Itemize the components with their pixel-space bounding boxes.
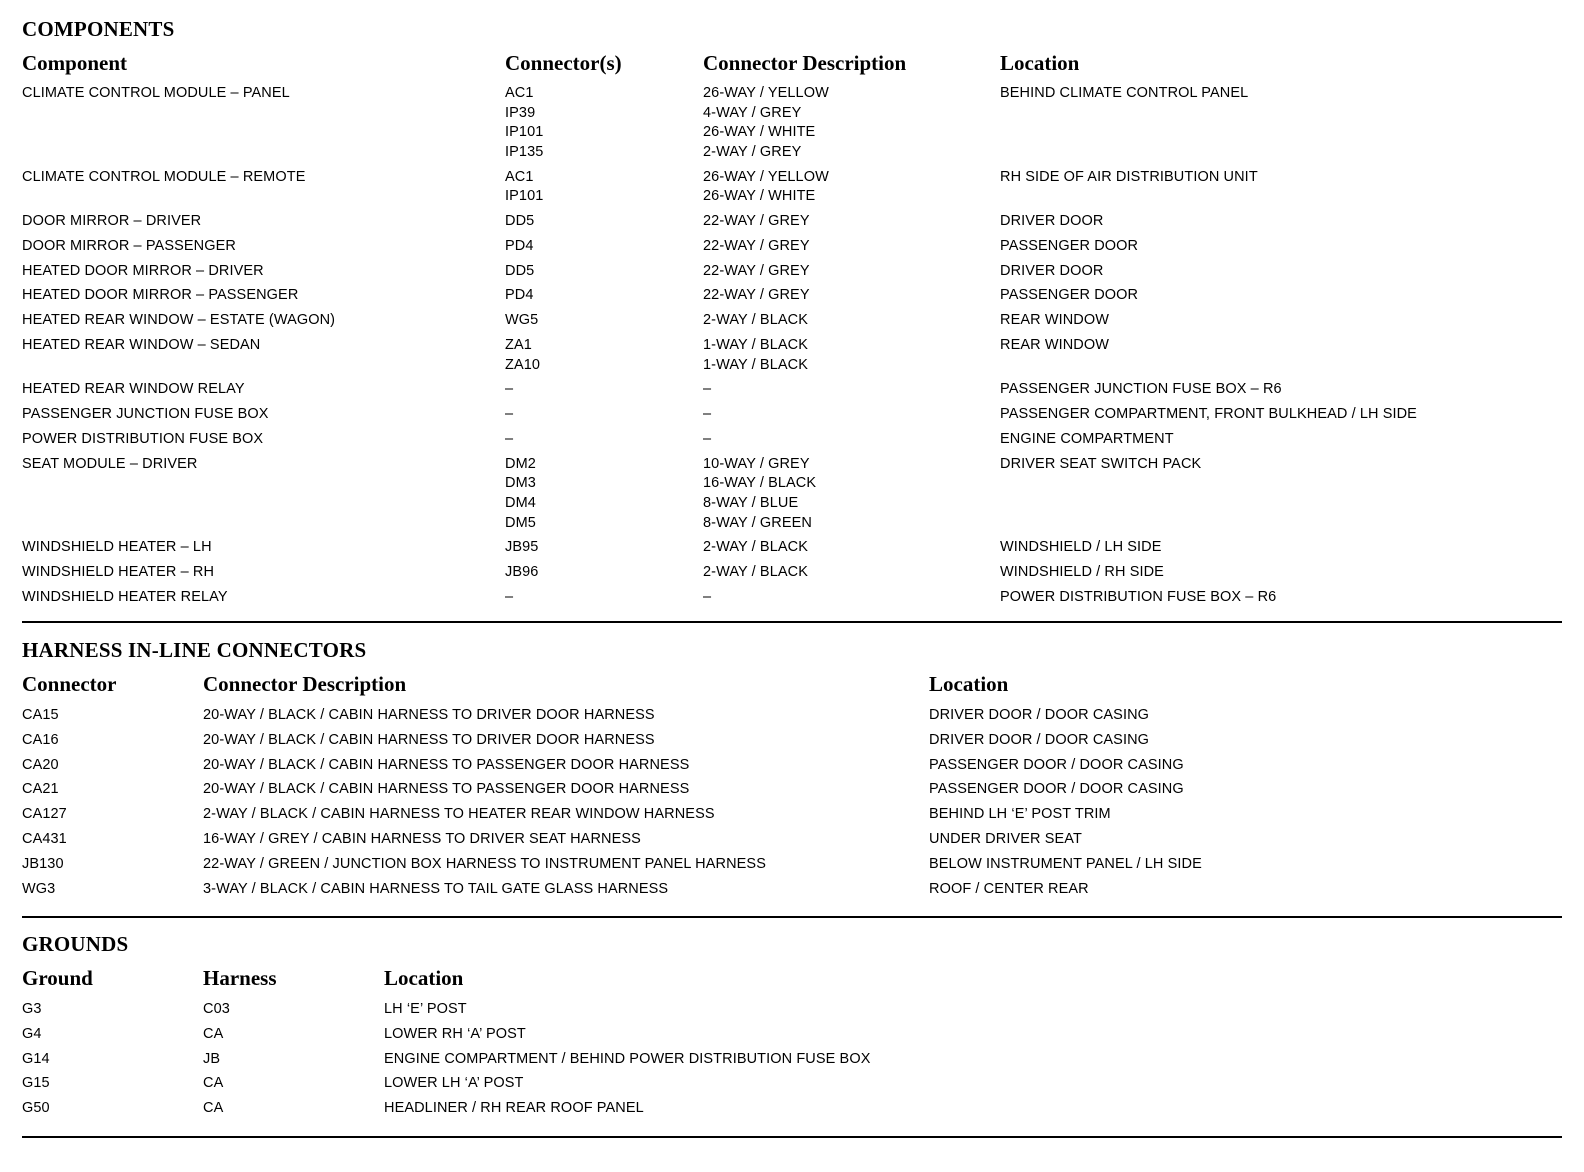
- connector-ids-line: PD4: [505, 287, 534, 304]
- harness-connector-id-line: JB130: [22, 855, 64, 872]
- harness-connector-description-line: 22-WAY / GREEN / JUNCTION BOX HARNESS TO INSTRUMENT PANEL HARNESS: [203, 855, 766, 872]
- component-name-line: WINDSHIELD HEATER – LH: [22, 539, 212, 556]
- connector-descriptions: [703, 262, 810, 282]
- component-name: [22, 405, 269, 425]
- connector-ids: [505, 405, 513, 425]
- ground-harness-line: CA: [203, 1025, 224, 1042]
- component-name-line: WINDSHIELD HEATER – RH: [22, 564, 215, 581]
- harness-location: [929, 855, 1202, 875]
- connector-descriptions-line: 10-WAY / GREY: [703, 455, 810, 472]
- connector-ids: [505, 84, 543, 162]
- ground-location: [384, 1000, 467, 1020]
- connector-ids: [505, 538, 538, 558]
- connector-descriptions-line: 26-WAY / WHITE: [703, 124, 816, 141]
- component-location-line: RH SIDE OF AIR DISTRIBUTION UNIT: [1000, 168, 1258, 185]
- harness-location-line: DRIVER DOOR / DOOR CASING: [929, 731, 1150, 748]
- ground-id: [22, 1025, 42, 1045]
- connector-descriptions-line: 26-WAY / WHITE: [703, 188, 816, 205]
- connector-ids-line: PD4: [505, 237, 534, 254]
- harness-location-line: BEHIND LH ‘E’ POST TRIM: [929, 806, 1111, 823]
- component-location-line: REAR WINDOW: [1000, 312, 1110, 329]
- harness-connector-description: [203, 880, 668, 900]
- harness-connector-id-line: CA127: [22, 806, 67, 823]
- connector-descriptions: [703, 405, 711, 425]
- ground-location-line: LOWER LH ‘A’ POST: [384, 1075, 524, 1092]
- ground-id: [22, 1050, 50, 1070]
- connector-ids: [505, 168, 543, 207]
- harness-connector-description: [203, 855, 766, 875]
- ground-location-line: ENGINE COMPARTMENT / BEHIND POWER DISTRIBUTION FUSE BOX: [384, 1050, 871, 1067]
- ground-id-line: G3: [22, 1001, 42, 1017]
- connector-ids: [505, 212, 534, 232]
- connector-descriptions: [703, 336, 808, 375]
- component-name-line: HEATED REAR WINDOW RELAY: [22, 381, 245, 398]
- connector-ids-line: –: [505, 431, 514, 447]
- connector-descriptions-line: –: [703, 431, 712, 447]
- connector-ids-line: DM5: [505, 514, 536, 531]
- harness-header-connector-description: Connector Description: [203, 672, 407, 696]
- connector-ids: [505, 262, 534, 282]
- component-name: [22, 262, 264, 282]
- component-location: [1000, 168, 1258, 188]
- connector-ids: [505, 286, 534, 306]
- component-name-line: DOOR MIRROR – PASSENGER: [22, 237, 236, 254]
- ground-harness: [203, 1050, 220, 1070]
- component-name-line: HEATED REAR WINDOW – ESTATE (WAGON): [22, 312, 336, 329]
- connector-descriptions: [703, 84, 829, 162]
- harness-location-line: DRIVER DOOR / DOOR CASING: [929, 707, 1150, 723]
- component-location: [1000, 286, 1138, 306]
- connector-descriptions-line: 22-WAY / GREY: [703, 237, 810, 254]
- harness-location: [929, 780, 1184, 800]
- ground-harness-line: CA: [203, 1075, 224, 1092]
- ground-harness-line: C03: [203, 1001, 230, 1017]
- component-location: [1000, 563, 1164, 583]
- connector-ids-line: DM2: [505, 455, 536, 472]
- harness-connector-id: [22, 731, 59, 751]
- component-name-line: HEATED DOOR MIRROR – DRIVER: [22, 262, 264, 279]
- connector-descriptions: [703, 212, 810, 232]
- harness-connector-description-line: 20-WAY / BLACK / CABIN HARNESS TO PASSENGER DOOR HARNESS: [203, 781, 690, 798]
- connector-descriptions: [703, 588, 711, 608]
- connector-descriptions-line: –: [703, 406, 712, 423]
- component-location: [1000, 380, 1282, 400]
- harness-connector-id-line: CA16: [22, 731, 59, 748]
- ground-location-line: HEADLINER / RH REAR ROOF PANEL: [384, 1100, 644, 1117]
- harness-section-title: HARNESS IN-LINE CONNECTORS: [22, 638, 367, 662]
- connector-ids: [505, 455, 536, 533]
- connector-ids-line: ZA1: [505, 337, 532, 353]
- connector-descriptions-line: 8-WAY / GREEN: [703, 514, 812, 531]
- connector-descriptions: [703, 168, 829, 207]
- harness-location: [929, 830, 1082, 850]
- harness-connector-id: [22, 706, 59, 726]
- ground-location: [384, 1050, 870, 1070]
- component-location: [1000, 538, 1162, 558]
- harness-connector-id-line: CA431: [22, 831, 67, 847]
- ground-harness: [203, 1099, 223, 1119]
- component-name: [22, 168, 305, 188]
- component-name: [22, 455, 198, 475]
- component-location-line: DRIVER DOOR: [1000, 262, 1104, 279]
- component-name: [22, 212, 201, 232]
- connector-descriptions: [703, 380, 711, 400]
- connector-ids-line: –: [505, 406, 514, 423]
- component-name: [22, 311, 335, 331]
- connector-ids-line: DD5: [505, 213, 535, 229]
- harness-connector-id: [22, 880, 55, 900]
- component-location-line: DRIVER DOOR: [1000, 213, 1104, 229]
- ground-location: [384, 1074, 523, 1094]
- connector-descriptions: [703, 538, 808, 558]
- connector-ids-line: DM3: [505, 475, 536, 492]
- ground-harness-line: JB: [203, 1050, 221, 1067]
- connector-descriptions: [703, 430, 711, 450]
- component-location-line: PASSENGER DOOR: [1000, 237, 1139, 254]
- connector-ids-line: DD5: [505, 262, 535, 279]
- harness-connector-id-line: WG3: [22, 880, 56, 897]
- component-name: [22, 84, 290, 104]
- connector-descriptions-line: 22-WAY / GREY: [703, 213, 810, 229]
- connector-descriptions-line: 1-WAY / BLACK: [703, 356, 808, 373]
- connector-descriptions-line: 26-WAY / YELLOW: [703, 168, 829, 185]
- ground-harness: [203, 1000, 230, 1020]
- component-location-line: PASSENGER COMPARTMENT, FRONT BULKHEAD / LH SIDE: [1000, 406, 1417, 423]
- ground-location: [384, 1025, 526, 1045]
- component-name-line: HEATED REAR WINDOW – SEDAN: [22, 337, 261, 353]
- component-location-line: POWER DISTRIBUTION FUSE BOX – R6: [1000, 589, 1277, 605]
- harness-connector-id: [22, 780, 59, 800]
- connector-descriptions-line: 2-WAY / BLACK: [703, 312, 808, 329]
- harness-connector-id: [22, 805, 67, 825]
- connector-ids-line: IP101: [505, 188, 544, 205]
- harness-location: [929, 706, 1149, 726]
- component-name-line: CLIMATE CONTROL MODULE – REMOTE: [22, 168, 306, 185]
- component-name-line: CLIMATE CONTROL MODULE – PANEL: [22, 85, 290, 101]
- connector-ids-line: WG5: [505, 312, 539, 329]
- harness-connector-description-line: 16-WAY / GREY / CABIN HARNESS TO DRIVER SEAT HARNESS: [203, 831, 641, 847]
- harness-location-line: ROOF / CENTER REAR: [929, 880, 1089, 897]
- harness-connector-description-line: 3-WAY / BLACK / CABIN HARNESS TO TAIL GATE GLASS HARNESS: [203, 880, 669, 897]
- harness-connector-id-line: CA20: [22, 756, 59, 773]
- connector-ids-line: JB96: [505, 564, 539, 581]
- harness-connector-id: [22, 756, 59, 776]
- grounds-header-ground: Ground: [22, 966, 93, 990]
- connector-descriptions: [703, 286, 810, 306]
- connector-descriptions-line: 22-WAY / GREY: [703, 287, 810, 304]
- connector-descriptions-line: 2-WAY / BLACK: [703, 539, 808, 556]
- harness-connector-description: [203, 731, 655, 751]
- connector-descriptions-line: 8-WAY / BLUE: [703, 494, 799, 511]
- component-location-line: DRIVER SEAT SWITCH PACK: [1000, 455, 1202, 472]
- connector-descriptions-line: –: [703, 589, 712, 605]
- harness-connector-id: [22, 855, 64, 875]
- section-divider: [22, 1136, 1562, 1138]
- harness-connector-description-line: 20-WAY / BLACK / CABIN HARNESS TO DRIVER DOOR HARNESS: [203, 707, 655, 723]
- connector-descriptions-line: 2-WAY / GREY: [703, 143, 802, 160]
- component-name-line: DOOR MIRROR – DRIVER: [22, 213, 202, 229]
- component-name-line: HEATED DOOR MIRROR – PASSENGER: [22, 287, 299, 304]
- ground-id: [22, 1099, 50, 1119]
- harness-connector-description: [203, 756, 689, 776]
- grounds-header-harness: Harness: [203, 966, 277, 990]
- components-header-location: Location: [1000, 51, 1080, 75]
- grounds-header-location: Location: [384, 966, 464, 990]
- ground-location-line: LH ‘E’ POST: [384, 1001, 467, 1017]
- connector-ids-line: IP135: [505, 143, 544, 160]
- ground-location-line: LOWER RH ‘A’ POST: [384, 1025, 526, 1042]
- component-location-line: PASSENGER JUNCTION FUSE BOX – R6: [1000, 381, 1282, 398]
- connector-ids-line: ZA10: [505, 356, 541, 373]
- component-location-line: ENGINE COMPARTMENT: [1000, 431, 1174, 447]
- harness-location-line: BELOW INSTRUMENT PANEL / LH SIDE: [929, 855, 1202, 872]
- harness-location: [929, 756, 1184, 776]
- component-name-line: PASSENGER JUNCTION FUSE BOX: [22, 406, 269, 423]
- ground-location: [384, 1099, 644, 1119]
- component-location: [1000, 84, 1248, 104]
- component-location-line: WINDSHIELD / RH SIDE: [1000, 564, 1164, 581]
- connector-ids-line: –: [505, 381, 514, 398]
- harness-location-line: PASSENGER DOOR / DOOR CASING: [929, 781, 1184, 798]
- component-location: [1000, 405, 1417, 425]
- connector-ids: [505, 311, 538, 331]
- ground-harness-line: CA: [203, 1100, 224, 1117]
- harness-connector-description-line: 20-WAY / BLACK / CABIN HARNESS TO PASSENGER DOOR HARNESS: [203, 756, 690, 773]
- ground-id-line: G4: [22, 1025, 42, 1042]
- connector-descriptions: [703, 563, 808, 583]
- components-header-connectors: Connector(s): [505, 51, 622, 75]
- component-name: [22, 286, 298, 306]
- component-location-line: PASSENGER DOOR: [1000, 287, 1139, 304]
- connector-ids: [505, 430, 513, 450]
- harness-connector-id: [22, 830, 67, 850]
- harness-connector-description: [203, 706, 655, 726]
- ground-id-line: G14: [22, 1050, 50, 1067]
- harness-connector-description: [203, 805, 715, 825]
- harness-connector-id-line: CA15: [22, 707, 59, 723]
- components-section-title: COMPONENTS: [22, 17, 175, 41]
- harness-location: [929, 805, 1111, 825]
- harness-header-location: Location: [929, 672, 1009, 696]
- connector-ids-line: DM4: [505, 494, 536, 511]
- connector-ids-line: –: [505, 589, 514, 605]
- component-location: [1000, 262, 1103, 282]
- ground-harness: [203, 1074, 223, 1094]
- harness-location: [929, 880, 1089, 900]
- component-location: [1000, 430, 1174, 450]
- connector-ids: [505, 380, 513, 400]
- component-name: [22, 588, 228, 608]
- harness-connector-description: [203, 780, 689, 800]
- components-header-component: Component: [22, 51, 128, 75]
- component-location: [1000, 336, 1109, 356]
- component-name: [22, 336, 260, 356]
- connector-ids: [505, 336, 540, 375]
- component-name: [22, 563, 214, 583]
- component-location: [1000, 311, 1109, 331]
- connector-ids-line: IP39: [505, 104, 536, 121]
- harness-connector-id-line: CA21: [22, 781, 59, 798]
- harness-location: [929, 731, 1149, 751]
- component-location-line: WINDSHIELD / LH SIDE: [1000, 539, 1162, 556]
- component-location: [1000, 455, 1201, 475]
- connector-ids: [505, 588, 513, 608]
- component-name-line: WINDSHIELD HEATER RELAY: [22, 589, 228, 605]
- connector-descriptions-line: 16-WAY / BLACK: [703, 475, 817, 492]
- component-name: [22, 237, 236, 257]
- harness-location-line: UNDER DRIVER SEAT: [929, 831, 1082, 847]
- harness-location-line: PASSENGER DOOR / DOOR CASING: [929, 756, 1184, 773]
- connector-descriptions-line: 1-WAY / BLACK: [703, 337, 808, 353]
- grounds-section-title: GROUNDS: [22, 932, 129, 956]
- connector-ids: [505, 237, 534, 257]
- component-location: [1000, 237, 1138, 257]
- component-location: [1000, 588, 1276, 608]
- ground-harness: [203, 1025, 223, 1045]
- section-divider: [22, 916, 1562, 918]
- components-header-connector-description: Connector Description: [703, 51, 907, 75]
- connector-ids-line: AC1: [505, 168, 534, 185]
- component-name: [22, 538, 212, 558]
- component-location-line: REAR WINDOW: [1000, 337, 1110, 353]
- connector-descriptions-line: 26-WAY / YELLOW: [703, 85, 829, 101]
- component-name-line: SEAT MODULE – DRIVER: [22, 455, 198, 472]
- connector-ids-line: AC1: [505, 85, 534, 101]
- component-name-line: POWER DISTRIBUTION FUSE BOX: [22, 431, 264, 447]
- connector-ids-line: IP101: [505, 124, 544, 141]
- connector-descriptions: [703, 237, 810, 257]
- harness-connector-description-line: 2-WAY / BLACK / CABIN HARNESS TO HEATER REAR WINDOW HARNESS: [203, 806, 715, 823]
- harness-connector-description-line: 20-WAY / BLACK / CABIN HARNESS TO DRIVER DOOR HARNESS: [203, 731, 655, 748]
- connector-descriptions-line: –: [703, 381, 712, 398]
- component-name: [22, 430, 263, 450]
- connector-ids-line: JB95: [505, 539, 539, 556]
- ground-id-line: G50: [22, 1100, 50, 1117]
- connector-descriptions: [703, 311, 808, 331]
- connector-descriptions-line: 4-WAY / GREY: [703, 104, 802, 121]
- connector-descriptions-line: 2-WAY / BLACK: [703, 564, 808, 581]
- connector-ids: [505, 563, 538, 583]
- ground-id: [22, 1074, 50, 1094]
- connector-descriptions: [703, 455, 816, 533]
- ground-id: [22, 1000, 42, 1020]
- component-name: [22, 380, 245, 400]
- connector-descriptions-line: 22-WAY / GREY: [703, 262, 810, 279]
- harness-connector-description: [203, 830, 641, 850]
- harness-header-connector: Connector: [22, 672, 117, 696]
- section-divider: [22, 621, 1562, 623]
- ground-id-line: G15: [22, 1075, 50, 1092]
- component-location-line: BEHIND CLIMATE CONTROL PANEL: [1000, 85, 1249, 101]
- component-location: [1000, 212, 1103, 232]
